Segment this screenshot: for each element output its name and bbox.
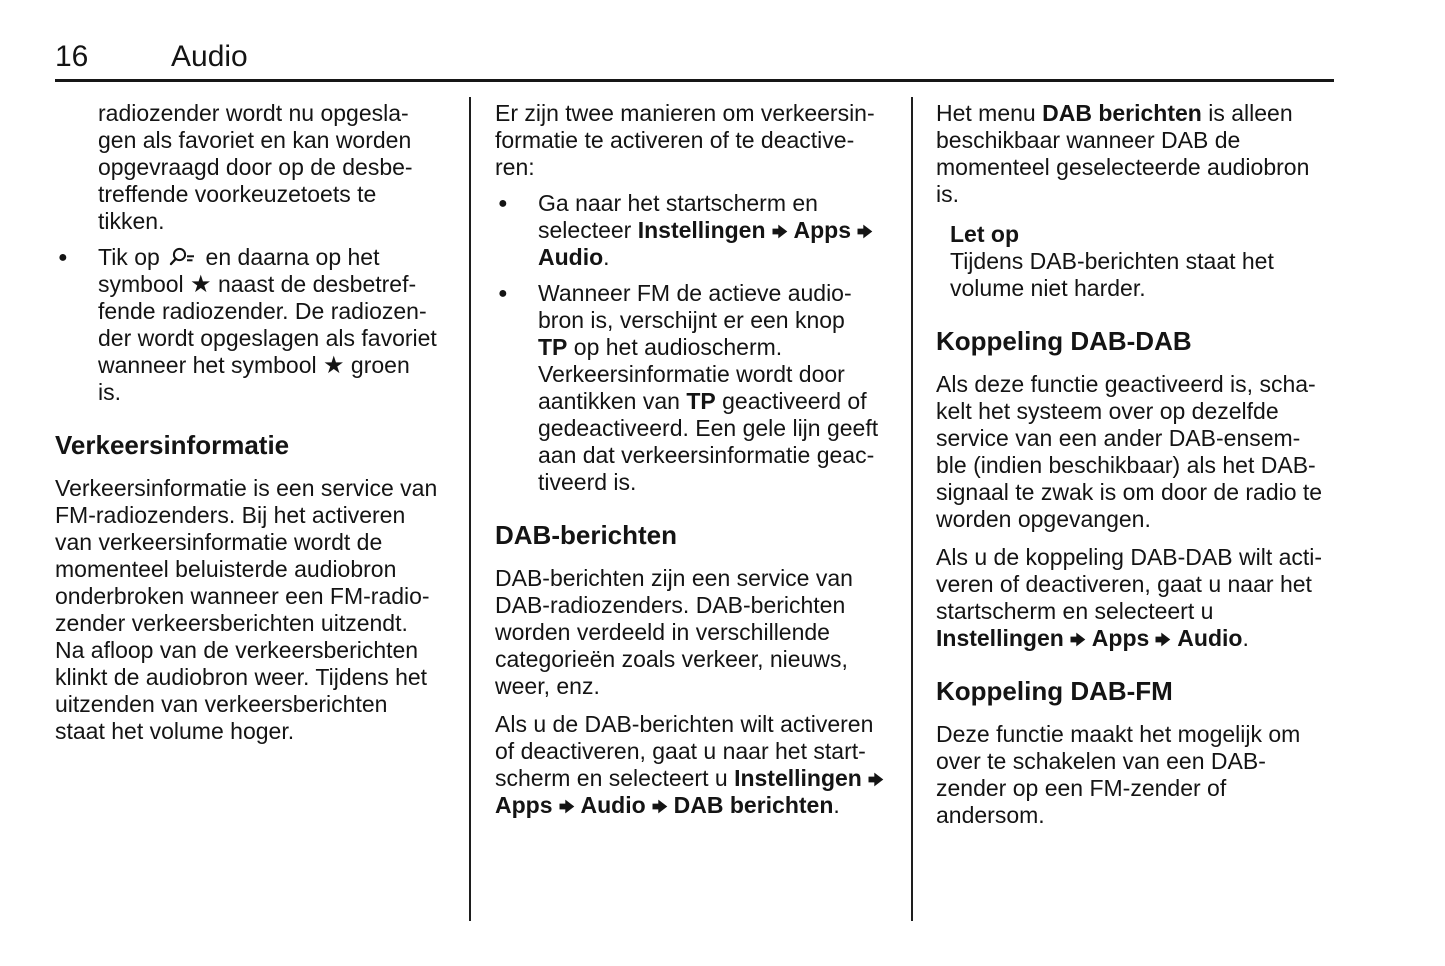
section-heading: Koppeling DAB-DAB xyxy=(936,326,1192,356)
paragraph xyxy=(936,721,1372,829)
text-run: Deze functie maakt het mogelijk om xyxy=(936,721,1301,747)
text-line xyxy=(538,244,879,271)
text-line xyxy=(98,154,461,181)
text-run: Als u de DAB-berichten wilt activeren xyxy=(495,711,874,737)
text-run: opgevraagd door op de desbe- xyxy=(98,154,413,180)
menu-arrow-icon xyxy=(553,792,581,818)
text-line xyxy=(55,637,461,664)
text-run: bron is, verschijnt er een knop xyxy=(538,307,845,333)
section-heading: Koppeling DAB-FM xyxy=(936,676,1173,706)
text-run: Wanneer FM de actieve audio- xyxy=(538,280,852,306)
text-line xyxy=(950,275,1372,302)
text-run: staat het volume hoger. xyxy=(55,718,295,744)
text-line xyxy=(55,664,461,691)
text-run: fende radiozender. De radiozen- xyxy=(98,298,427,324)
text-line xyxy=(55,718,461,745)
text-run: tiveerd is. xyxy=(538,469,637,495)
text-line xyxy=(538,442,878,469)
text-run: FM-radiozenders. Bij het activeren xyxy=(55,502,406,528)
text-line xyxy=(950,248,1372,275)
text-run: . xyxy=(1242,625,1249,651)
text-run: ble (indien beschikbaar) als het DAB- xyxy=(936,452,1316,478)
text-run: Als u de koppeling DAB-DAB wilt acti- xyxy=(936,544,1323,570)
bullet-text xyxy=(98,244,437,406)
text-run: of deactiveren, gaat u naar het start- xyxy=(495,738,866,764)
text-line xyxy=(98,127,461,154)
text-run: is alleen xyxy=(1201,100,1293,126)
text-line xyxy=(538,361,878,388)
text-run: aantikken van xyxy=(538,388,687,414)
text-run: Tijdens DAB-berichten staat het xyxy=(950,248,1274,274)
text-line xyxy=(495,592,905,619)
text-run: kelt het systeem over op dezelfde xyxy=(936,398,1279,424)
column-separator xyxy=(469,97,471,921)
paragraph xyxy=(495,565,905,700)
text-line xyxy=(936,127,1372,154)
text-run: der wordt opgeslagen als favoriet xyxy=(98,325,437,351)
text-line xyxy=(98,271,437,298)
paragraph xyxy=(936,100,1372,208)
text-run: worden verdeeld in verschillende xyxy=(495,619,830,645)
text-run: Audio xyxy=(580,792,646,818)
text-column-1 xyxy=(55,100,461,745)
text-run: selecteer xyxy=(538,217,638,243)
text-run: zender op een FM-zender of xyxy=(936,775,1227,801)
search-icon xyxy=(166,244,199,270)
text-run: TP xyxy=(538,334,568,360)
text-line xyxy=(936,100,1372,127)
menu-arrow-icon xyxy=(646,792,674,818)
text-run: Audio xyxy=(1177,625,1243,651)
text-run: ren: xyxy=(495,154,535,180)
page-number: 16 xyxy=(55,40,89,73)
text-run: Instellingen xyxy=(936,625,1064,651)
text-run: Apps xyxy=(1091,625,1150,651)
text-run: worden opgevangen. xyxy=(936,506,1151,532)
text-run: gedeactiveerd. Een gele lijn geeft xyxy=(538,415,879,441)
text-run: service van een ander DAB-ensem- xyxy=(936,425,1301,451)
text-run: Ga naar het startscherm en xyxy=(538,190,818,216)
text-run: signaal te zwak is om door de radio te xyxy=(936,479,1323,505)
text-run: op het audioscherm. xyxy=(567,334,783,360)
menu-arrow-icon xyxy=(1149,625,1177,651)
paragraph xyxy=(495,711,905,819)
text-run: Apps xyxy=(793,217,852,243)
text-line xyxy=(538,190,879,217)
text-line xyxy=(538,217,879,244)
text-line xyxy=(98,244,437,271)
text-line xyxy=(495,154,905,181)
text-line xyxy=(495,619,905,646)
menu-arrow-icon xyxy=(851,217,879,243)
text-run: naast de desbetref- xyxy=(211,271,417,297)
text-run: symbool xyxy=(98,271,191,297)
text-line xyxy=(538,469,878,496)
text-line xyxy=(98,100,461,127)
bullet-text xyxy=(538,280,878,496)
text-line xyxy=(495,792,905,819)
text-run: zender verkeersberichten uitzendt. xyxy=(55,610,408,636)
text-line xyxy=(936,181,1372,208)
text-run: en daarna op het xyxy=(199,244,380,270)
text-line xyxy=(538,334,878,361)
text-column-3 xyxy=(936,100,1372,829)
text-line xyxy=(495,673,905,700)
text-column-2 xyxy=(495,100,905,819)
text-line xyxy=(538,415,878,442)
paragraph xyxy=(55,475,461,745)
text-run: treffende voorkeuzetoets te xyxy=(98,181,377,207)
paragraph xyxy=(936,544,1372,652)
header-rule xyxy=(55,79,1334,82)
text-line xyxy=(55,475,461,502)
text-run: radiozender wordt nu opgesla- xyxy=(98,100,409,126)
text-line xyxy=(98,181,461,208)
text-run: is. xyxy=(98,379,121,405)
text-run: DAB-radiozenders. DAB-berichten xyxy=(495,592,846,618)
text-run: Na afloop van de verkeersberichten xyxy=(55,637,419,663)
bullet-item xyxy=(495,190,905,271)
text-line xyxy=(98,325,437,352)
bullet-icon: ● xyxy=(498,285,508,302)
text-run: Let op xyxy=(950,221,1019,247)
text-run: aan dat verkeersinformatie geac- xyxy=(538,442,875,468)
text-line xyxy=(950,221,1372,248)
text-line xyxy=(936,398,1372,425)
text-run: . xyxy=(603,244,610,270)
text-run: Audio xyxy=(538,244,604,270)
text-run: momenteel geselecteerde audiobron xyxy=(936,154,1310,180)
text-line xyxy=(495,127,905,154)
text-run: is. xyxy=(936,181,959,207)
text-line xyxy=(495,711,905,738)
menu-arrow-icon xyxy=(1064,625,1092,651)
text-line xyxy=(936,371,1372,398)
text-run: formatie te activeren of te deactive- xyxy=(495,127,855,153)
text-run: weer, enz. xyxy=(495,673,600,699)
text-line xyxy=(936,479,1372,506)
text-line xyxy=(98,379,437,406)
text-run: volume niet harder. xyxy=(950,275,1146,301)
text-line xyxy=(98,298,437,325)
text-run: onderbroken wanneer een FM-radio- xyxy=(55,583,430,609)
bullet-icon: ● xyxy=(498,195,508,212)
text-run: Er zijn twee manieren om verkeersin- xyxy=(495,100,875,126)
text-run: scherm en selecteert u xyxy=(495,765,735,791)
text-run: . xyxy=(833,792,840,818)
text-line xyxy=(55,610,461,637)
bullet-icon: ● xyxy=(58,249,68,266)
star-icon: ★ xyxy=(190,271,212,298)
star-icon: ★ xyxy=(323,352,345,379)
text-run: klinkt de audiobron weer. Tijdens het xyxy=(55,664,428,690)
text-run: Als deze functie geactiveerd is, scha- xyxy=(936,371,1316,397)
text-run: gen als favoriet en kan worden xyxy=(98,127,412,153)
text-line xyxy=(55,556,461,583)
text-run: over te schakelen van een DAB- xyxy=(936,748,1266,774)
text-line xyxy=(936,452,1372,479)
note-block xyxy=(950,221,1372,302)
text-run: momenteel beluisterde audiobron xyxy=(55,556,397,582)
text-run: DAB berichten xyxy=(1042,100,1202,126)
bullet-item xyxy=(55,244,461,406)
text-run: andersom. xyxy=(936,802,1045,828)
text-line xyxy=(538,280,878,307)
text-run: Instellingen xyxy=(734,765,862,791)
text-line xyxy=(98,352,437,379)
text-run: wanneer het symbool xyxy=(98,352,324,378)
text-line xyxy=(936,571,1372,598)
paragraph xyxy=(98,100,461,235)
text-line xyxy=(495,765,905,792)
text-run: Verkeersinformatie is een service van xyxy=(55,475,438,501)
section-heading: DAB-berichten xyxy=(495,520,678,550)
text-line xyxy=(936,721,1372,748)
text-run: veren of deactiveren, gaat u naar het xyxy=(936,571,1312,597)
text-line xyxy=(936,598,1372,625)
text-line xyxy=(55,502,461,529)
text-line xyxy=(495,738,905,765)
text-line xyxy=(936,544,1372,571)
bullet-text xyxy=(538,190,879,271)
section-heading: Verkeersinformatie xyxy=(55,430,290,460)
text-line xyxy=(936,506,1372,533)
text-line xyxy=(538,388,878,415)
text-line xyxy=(936,625,1372,652)
text-line xyxy=(495,565,905,592)
paragraph xyxy=(936,371,1372,533)
text-run: Apps xyxy=(495,792,553,818)
menu-arrow-icon xyxy=(862,765,890,791)
text-run: groen xyxy=(344,352,410,378)
text-run: DAB-berichten zijn een service van xyxy=(495,565,853,591)
text-run: categorieën zoals verkeer, nieuws, xyxy=(495,646,848,672)
text-run: Instellingen xyxy=(637,217,766,243)
text-run: Het menu xyxy=(936,100,1043,126)
text-line xyxy=(936,802,1372,829)
text-line xyxy=(495,100,905,127)
text-run: Verkeersinformatie wordt door xyxy=(538,361,845,387)
column-separator xyxy=(911,97,913,921)
text-run: Tik op xyxy=(98,244,167,270)
text-run: startscherm en selecteert u xyxy=(936,598,1214,624)
text-line xyxy=(538,307,878,334)
text-line xyxy=(55,529,461,556)
text-run: beschikbaar wanneer DAB de xyxy=(936,127,1241,153)
text-line xyxy=(936,748,1372,775)
bullet-item xyxy=(495,280,905,496)
text-run: TP xyxy=(686,388,716,414)
text-run: tikken. xyxy=(98,208,165,234)
text-line xyxy=(936,775,1372,802)
text-run: van verkeersinformatie wordt de xyxy=(55,529,383,555)
text-line xyxy=(936,425,1372,452)
paragraph xyxy=(495,100,905,181)
text-line xyxy=(98,208,461,235)
text-run: geactiveerd of xyxy=(715,388,867,414)
text-run: uitzenden van verkeersberichten xyxy=(55,691,388,717)
menu-arrow-icon xyxy=(766,217,794,243)
chapter-title: Audio xyxy=(171,40,248,73)
text-line xyxy=(495,646,905,673)
text-run: DAB berichten xyxy=(673,792,834,818)
text-line xyxy=(936,154,1372,181)
text-line xyxy=(55,691,461,718)
text-line xyxy=(55,583,461,610)
